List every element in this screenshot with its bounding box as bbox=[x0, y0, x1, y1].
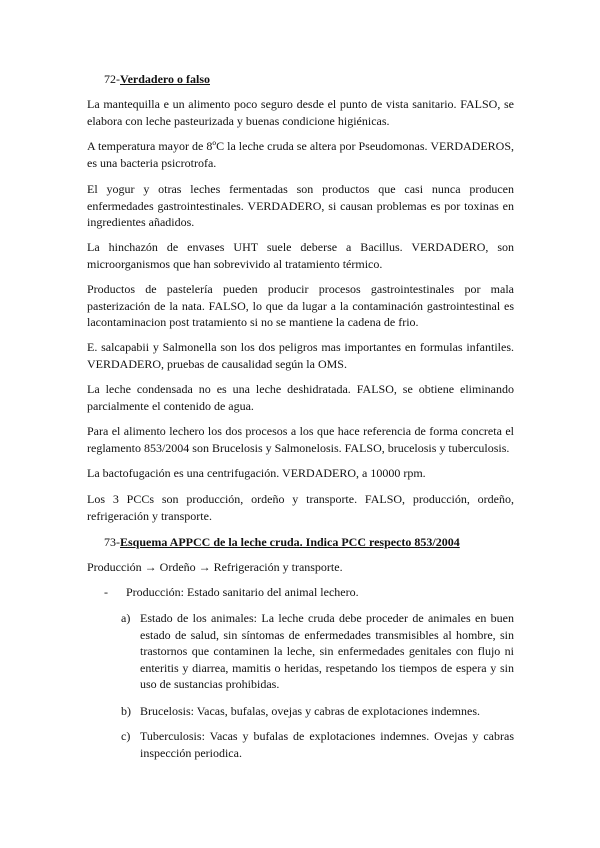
sub-item-b-text: Brucelosis: Vacas, bufalas, ovejas y cabras de explotaciones indemnes. bbox=[140, 704, 481, 718]
question-72-title: Verdadero o falso bbox=[120, 72, 210, 86]
statement-6: E. salcapabii y Salmonella son los dos peligros mas importantes en formulas infantiles. VERDADERO, pruebas de causalidad según la OMS. bbox=[87, 340, 514, 371]
sub-item-a-text: Estado de los animales: La leche cruda debe proceder de animales en buen estado de salud, sin síntomas de enfermedades transmisibles al hombre, sin trastornos que contaminen la leche, sin enfermedades genitales con flujo ni enteritis y diarrea, mamitis o heridas, respetando los tiempos de espera y sin uso de sustancias prohibidas. bbox=[140, 611, 514, 691]
statement-7: La leche condensada no es una leche deshidratada. FALSO, se obtiene eliminando parcialmente el contenido de agua. bbox=[87, 382, 514, 413]
statement-8: Para el alimento lechero los dos procesos a los que hace referencia de forma concreta el reglamento 853/2004 son Brucelosis y Salmonelosis. FALSO, brucelosis y tuberculosis. bbox=[87, 424, 514, 455]
statement-5: Productos de pastelería pueden producir procesos gastrointestinales por mala pasterización de la nata. FALSO, lo que da lugar a la contaminación gastrointestinal es lacontaminacion post tratamiento si no se mantiene la cadena de frio. bbox=[87, 282, 514, 329]
statement-1: La mantequilla e un alimento poco seguro desde el punto de vista sanitario. FALSO, se elabora con leche pasteurizada y buenas condicione higiénicas. bbox=[87, 97, 514, 128]
question-72-heading bbox=[104, 71, 210, 88]
sub-item-c-text: Tuberculosis: Vacas y bufalas de explotaciones indemnes. Ovejas y cabras inspección periodica. bbox=[140, 729, 514, 760]
sub-item-a-label: a) bbox=[121, 611, 131, 625]
sub-item-b-label: b) bbox=[121, 704, 131, 718]
sub-item-c-label: c) bbox=[121, 729, 131, 743]
statement-2: A temperatura mayor de 8ºC la leche cruda se altera por Pseudomonas. VERDADEROS, es una bacteria psicrotrofa. bbox=[87, 139, 514, 170]
statement-3: El yogur y otras leches fermentadas son productos que casi nunca producen enfermedades gastrointestinales. VERDADERO, si causan problemas es por toxinas en ingredientes añadidos. bbox=[87, 182, 514, 229]
question-73-heading bbox=[104, 534, 460, 551]
production-item-text: Producción: Estado sanitario del animal lechero. bbox=[126, 585, 359, 599]
question-72-number: 72- bbox=[104, 72, 120, 86]
statement-10: Los 3 PCCs son producción, ordeño y transporte. FALSO, producción, ordeño, refrigeración y transporte. bbox=[87, 492, 514, 523]
question-73-number: 73- bbox=[104, 535, 120, 549]
question-73-title: Esquema APPCC de la leche cruda. Indica PCC respecto 853/2004 bbox=[120, 535, 460, 549]
statement-9: La bactofugación es una centrifugación. VERDADERO, a 10000 rpm. bbox=[87, 466, 426, 480]
statement-4: La hinchazón de envases UHT suele deberse a Bacillus. VERDADERO, son microorganismos que han sobrevivido al tratamiento térmico. bbox=[87, 240, 514, 271]
process-flow: Producción → Ordeño → Refrigeración y transporte. bbox=[87, 560, 343, 574]
dash-marker: - bbox=[104, 585, 108, 599]
